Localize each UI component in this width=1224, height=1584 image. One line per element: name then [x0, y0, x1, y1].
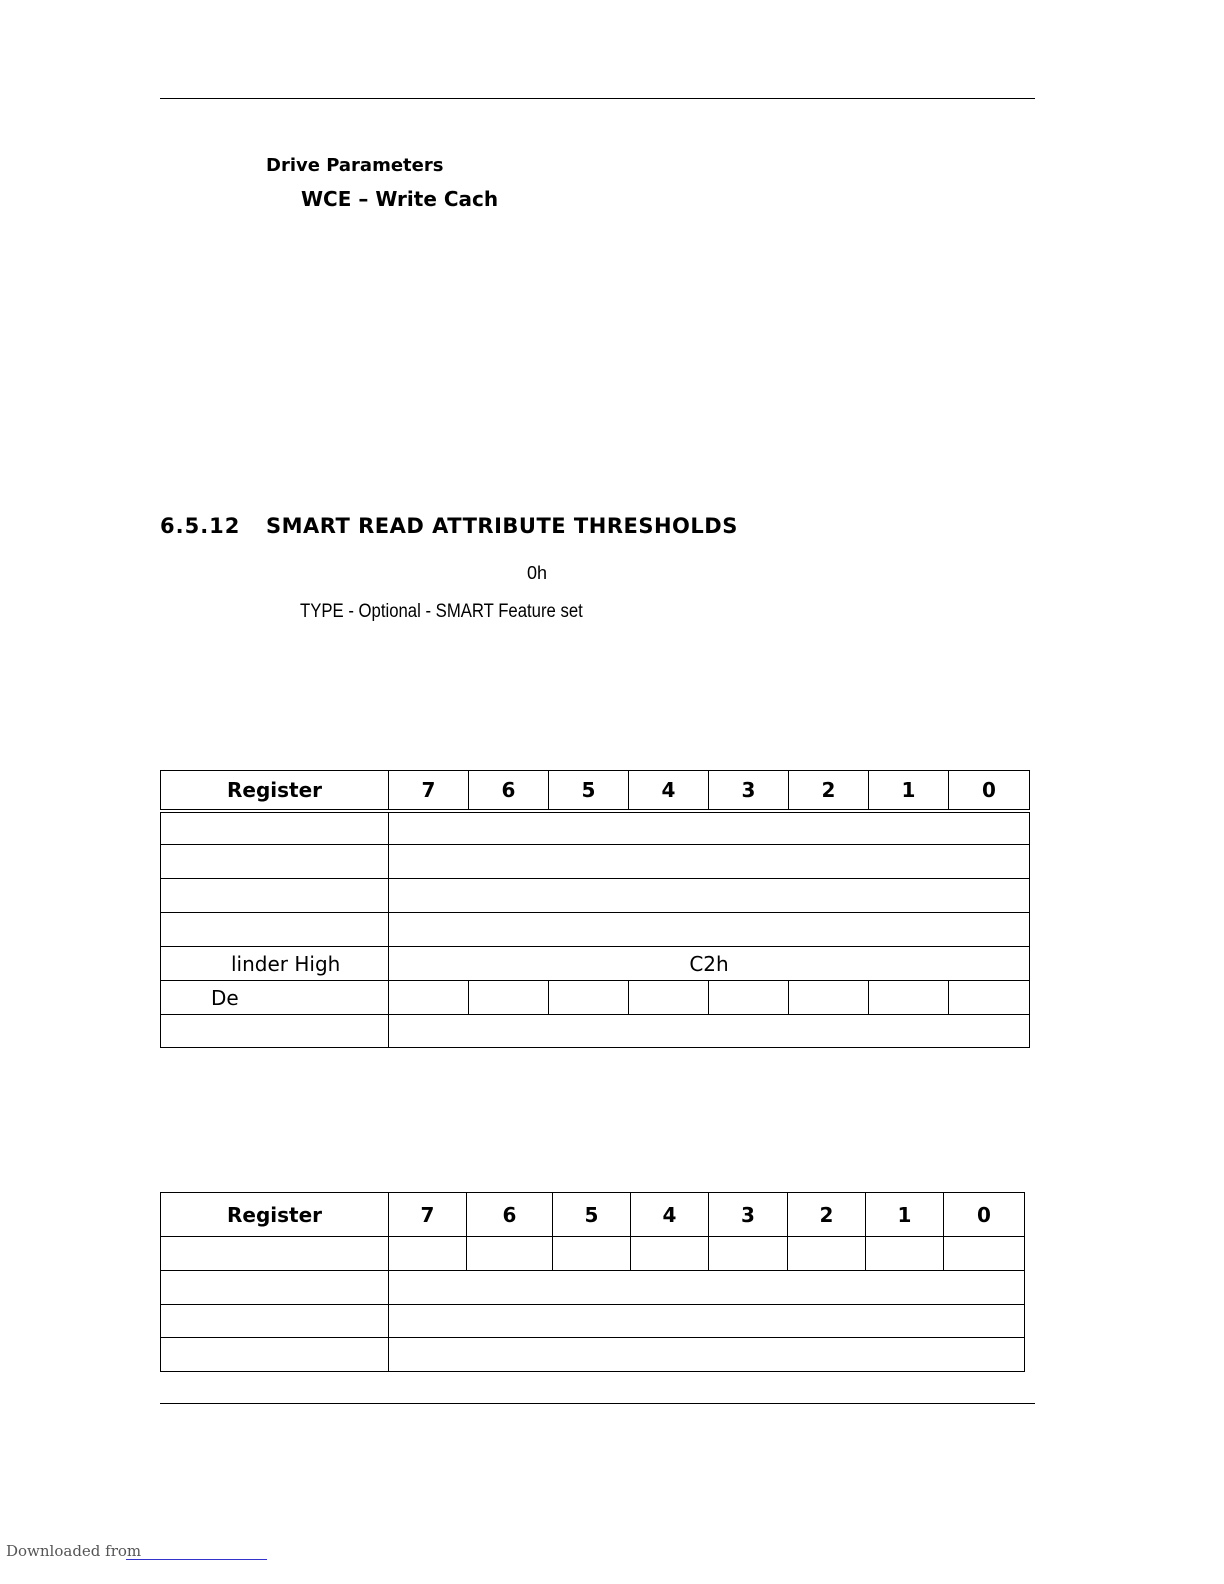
register-label: [161, 1305, 389, 1338]
register-value: [389, 845, 1030, 879]
bit-cell: [944, 1237, 1025, 1271]
section-title: SMART READ ATTRIBUTE THRESHOLDS: [266, 514, 738, 538]
table-row: [161, 1271, 1025, 1305]
section-number: 6.5.12: [160, 514, 241, 538]
command-code: 0h: [527, 563, 548, 583]
bottom-rule: [160, 1403, 1035, 1404]
header-bit-2: 2: [789, 771, 869, 811]
table-row: [161, 947, 1030, 981]
table-row: [161, 1015, 1030, 1048]
register-label: [161, 811, 389, 845]
bit-cell: [631, 1237, 709, 1271]
header-bit-2: 2: [788, 1193, 866, 1237]
register-value: [389, 1015, 1030, 1048]
bit-cell: [869, 981, 949, 1015]
section-label: Drive Parameters: [266, 155, 444, 176]
register-label: linder High: [161, 947, 389, 981]
table-row: [161, 1338, 1025, 1372]
header-bit-1: 1: [866, 1193, 944, 1237]
table-row: [161, 1305, 1025, 1338]
header-bit-5: 5: [553, 1193, 631, 1237]
register-label: [161, 1338, 389, 1372]
bit-cell: [949, 981, 1030, 1015]
register-value: [389, 1338, 1025, 1372]
header-bit-6: 6: [469, 771, 549, 811]
bit-cell: [389, 1237, 467, 1271]
bit-cell: [467, 1237, 553, 1271]
table-row: [161, 1237, 1025, 1271]
register-value: [389, 811, 1030, 845]
register-label: De: [161, 981, 389, 1015]
input-register-table: [160, 770, 1030, 1048]
header-bit-6: 6: [467, 1193, 553, 1237]
bit-cell: [709, 981, 789, 1015]
bit-cell: [553, 1237, 631, 1271]
register-label: [161, 913, 389, 947]
header-bit-3: 3: [709, 1193, 788, 1237]
header-bit-4: 4: [631, 1193, 709, 1237]
top-rule: [160, 98, 1035, 99]
table-header-row: [161, 1193, 1025, 1237]
footer-text: Downloaded from: [6, 1542, 142, 1560]
register-value: [389, 913, 1030, 947]
footer-link[interactable]: [126, 1559, 267, 1560]
bit-cell: [469, 981, 549, 1015]
register-label: [161, 845, 389, 879]
register-value: [389, 1305, 1025, 1338]
header-bit-3: 3: [709, 771, 789, 811]
bit-cell: [629, 981, 709, 1015]
table-row: [161, 845, 1030, 879]
register-label: [161, 1015, 389, 1048]
register-value: C2h: [389, 947, 1030, 981]
table-header-row: [161, 771, 1030, 811]
subheading: WCE – Write Cach: [301, 187, 499, 211]
header-bit-5: 5: [549, 771, 629, 811]
bit-cell: [709, 1237, 788, 1271]
header-register: Register: [161, 771, 389, 811]
bit-cell: [789, 981, 869, 1015]
header-bit-0: 0: [944, 1193, 1025, 1237]
bit-cell: [549, 981, 629, 1015]
bit-cell: [788, 1237, 866, 1271]
register-label: [161, 1271, 389, 1305]
output-register-table: [160, 1192, 1025, 1372]
register-label: [161, 1237, 389, 1271]
bit-cell: [389, 981, 469, 1015]
bit-cell: [866, 1237, 944, 1271]
type-line: TYPE - Optional - SMART Feature set: [300, 601, 583, 622]
table-row: [161, 913, 1030, 947]
register-value: [389, 879, 1030, 913]
header-bit-1: 1: [869, 771, 949, 811]
header-bit-0: 0: [949, 771, 1030, 811]
table-row: [161, 879, 1030, 913]
header-bit-7: 7: [389, 771, 469, 811]
header-bit-7: 7: [389, 1193, 467, 1237]
register-label: [161, 879, 389, 913]
header-register: Register: [161, 1193, 389, 1237]
table-row: [161, 981, 1030, 1015]
table-row: [161, 811, 1030, 845]
register-value: [389, 1271, 1025, 1305]
header-bit-4: 4: [629, 771, 709, 811]
